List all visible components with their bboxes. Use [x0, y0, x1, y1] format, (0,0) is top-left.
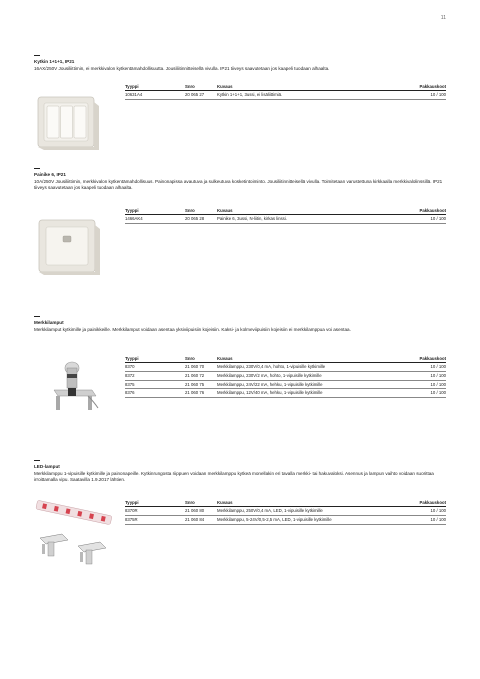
cell-type: 8375: [125, 380, 185, 389]
cell-snro: 20 065 28: [185, 215, 217, 224]
cell-type: 10631A4: [125, 91, 185, 100]
cell-packaging: 10 / 100: [397, 363, 446, 372]
section-title: Merkkilamput: [34, 320, 64, 325]
column-header-description: Kuvaus: [217, 355, 397, 363]
cell-description: Merkkilamppu, 12V/40 mA, hehku, 1-vipuisille kytkimille: [217, 389, 397, 398]
section-description: Merkkilamppu 1-vipuisille kytkimille ja painonapeille. Kytkinrungosta riippuen voidaan merkkilamppu kytkeä monellakin eri tavalla merkki- tai hakuvaloksi. Asennus ja lampun vaihto voidaan suorittaa irroittamalla vipu. Saatavilla 1.9.2017 lähtien.: [34, 471, 434, 482]
cell-type: 8370: [125, 363, 185, 372]
section-divider: [34, 316, 40, 317]
cell-type: 8375R: [125, 515, 185, 524]
section-divider: [34, 168, 40, 169]
cell-packaging: 10 / 100: [397, 380, 446, 389]
cell-type: 8372: [125, 371, 185, 380]
section-description: 10A/250V Jousiliittimin, merkkivalon kytkentämahdollisuus. Painonapissa avautuva ja sulkeutuva kosketintoiminto. Jousiliitinnitteisellä vivulla. Toimitetaan varustettuna kirkkaalla merkkivalolinssillä. IP21 tiiveys saavutetaan jos kaapeli tuodaan alhaalta.: [34, 179, 443, 190]
cell-packaging: 10 / 100: [397, 91, 446, 100]
table-row: [125, 507, 446, 516]
cell-packaging: 10 / 100: [397, 371, 446, 380]
column-header-packaging: Pakkauskoot: [397, 355, 446, 363]
table-row: [125, 515, 446, 524]
cell-description: Merkkilamppu, 230V/2 mA, hohto, 1-vipuisille kytkimille: [217, 371, 397, 380]
cell-description: Merkkilamppu, 5-24V/0,5-2,5 mA, LED, 1-vipuisille kytkimille: [217, 515, 397, 524]
column-header-snro: Snro: [185, 207, 217, 215]
table-row: [125, 389, 446, 398]
table-row: [125, 380, 446, 389]
table-row: [125, 215, 446, 224]
led-lamp-product-image: [34, 500, 116, 570]
section-title: Painike 6, IP21: [34, 172, 66, 177]
switch-product-image: [34, 92, 104, 152]
column-header-type: Tyyppi: [125, 499, 185, 507]
column-header-description: Kuvaus: [217, 207, 397, 215]
cell-type: 8376: [125, 389, 185, 398]
column-header-description: Kuvaus: [217, 83, 397, 91]
section-divider: [34, 55, 40, 56]
page-number: 11: [440, 15, 446, 21]
column-header-type: Tyyppi: [125, 207, 185, 215]
column-header-packaging: Pakkauskoot: [397, 499, 446, 507]
cell-snro: 21 060 70: [185, 363, 217, 372]
table-row: [125, 91, 446, 100]
column-header-type: Tyyppi: [125, 355, 185, 363]
column-header-type: Tyyppi: [125, 83, 185, 91]
cell-type: 8370R: [125, 507, 185, 516]
cell-snro: 21 060 72: [185, 371, 217, 380]
section-title: LED-lamput: [34, 464, 60, 469]
table-row: [125, 363, 446, 372]
cell-description: Merkkilamppu, 24V/22 mA, hehku, 1-vipuisille kytkimille: [217, 380, 397, 389]
section-indicator-lamps: [34, 316, 446, 396]
column-header-packaging: Pakkauskoot: [397, 83, 446, 91]
cell-type: 1466AK4: [125, 215, 185, 224]
cell-description: Merkkilamppu, 230V/0,4 mA, hohto, 1-vipuisille kytkimille: [217, 363, 397, 372]
cell-description: Merkkilamppu, 250V/0,4 mA, LED, 1-vipuisille kytkimille: [217, 507, 397, 516]
cell-description: Kytkin 1+1+1, 3ussi, ei lisäliittimiä.: [217, 91, 397, 100]
table-row: [125, 371, 446, 380]
cell-packaging: 10 / 100: [397, 507, 446, 516]
cell-packaging: 10 / 100: [397, 389, 446, 398]
column-header-snro: Snro: [185, 355, 217, 363]
spec-table: [125, 499, 446, 525]
push-button-product-image: [34, 215, 104, 277]
cell-packaging: 10 / 100: [397, 215, 446, 224]
column-header-snro: Snro: [185, 83, 217, 91]
section-description: 16AX/250V Jousiliittimin, ei merkkivalon kytkentämahdollisuutta. Jousiliitinnitteisellä vivulla. IP21 tiiveys saavutetaan jos kaapeli tuodaan alhaalta.: [34, 66, 330, 71]
section-switch-1-1-1: [34, 55, 446, 98]
cell-snro: 21 060 84: [185, 515, 217, 524]
section-description: Merkkilamput kytkimille ja painikkeille. Merkkilamput voidaan asentaa yksiviipuisiin kojeisiin. Kaksi- ja kolmeviipuisiin kojeisiin ei merkkilamppua voi asentaa.: [34, 327, 351, 332]
indicator-lamp-product-image: [34, 356, 114, 416]
spec-table: [125, 83, 446, 100]
spec-table: [125, 207, 446, 224]
column-header-packaging: Pakkauskoot: [397, 207, 446, 215]
cell-snro: 21 060 80: [185, 507, 217, 516]
section-push-button-6: [34, 168, 446, 222]
cell-snro: 21 060 76: [185, 389, 217, 398]
column-header-snro: Snro: [185, 499, 217, 507]
cell-packaging: 10 / 100: [397, 515, 446, 524]
cell-snro: 20 065 27: [185, 91, 217, 100]
section-title: Kytkin 1+1+1, IP21: [34, 59, 75, 64]
section-led-lamps: [34, 460, 446, 523]
spec-table: [125, 355, 446, 398]
column-header-description: Kuvaus: [217, 499, 397, 507]
section-divider: [34, 460, 40, 461]
cell-snro: 21 060 75: [185, 380, 217, 389]
cell-description: Painike 6, 3ussi, N-liitin, kirkas linssi.: [217, 215, 397, 224]
